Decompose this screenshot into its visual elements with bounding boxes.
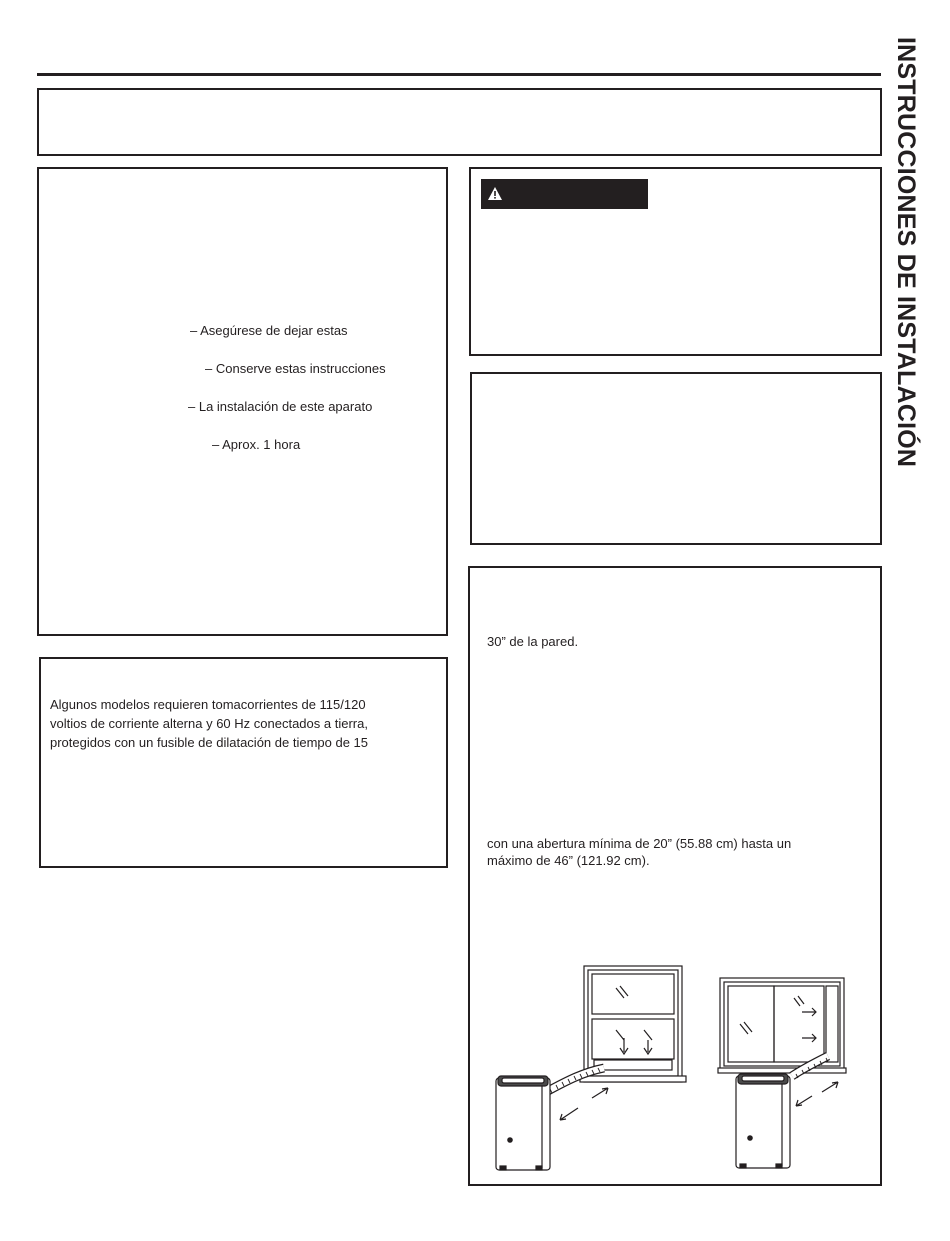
electrical-line-3: protegidos con un fusible de dilatación de tiempo de 15 [50,735,368,750]
preparation-line-3: – La instalación de este aparato [188,399,373,414]
info-box [470,372,882,545]
electrical-line-1: Algunos modelos requieren tomacorrientes de 115/120 [50,697,366,712]
preparation-line-4: – Aprox. 1 hora [212,437,301,452]
electrical-line-2: voltios de corriente alterna y 60 Hz conectados a tierra, [50,716,368,731]
warning-triangle-icon [487,186,503,201]
electrical-box [39,657,448,868]
location-line-1: 30” de la pared. [487,634,579,649]
header-rule [37,73,881,76]
location-line-3: máximo de 46” (121.92 cm). [487,853,650,868]
warning-header-bar [481,179,648,209]
preparation-line-1: – Asegúrese de dejar estas [190,323,348,338]
sliding-window-illustration [714,968,864,1173]
hung-window-illustration [488,960,698,1175]
top-banner-box [37,88,882,156]
preparation-line-2: – Conserve estas instrucciones [205,361,386,376]
side-title: INSTRUCCIONES DE INSTALACIÓN [892,37,920,468]
location-line-2: con una abertura mínima de 20” (55.88 cm) hasta un [487,836,792,851]
